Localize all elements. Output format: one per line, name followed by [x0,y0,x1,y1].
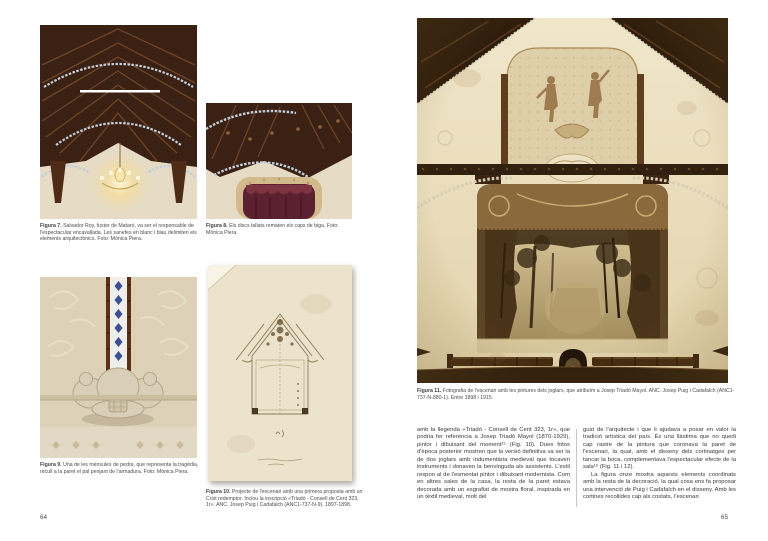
figure9-caption-text: Una de les mènsules de pedra, que representa la tragèdia, recull a la paret el pal penjant de l'armadura. Foto: Mònica Piera. [40,462,199,475]
figure7-caption-label: Figura 7. [40,223,62,229]
figure9-artwork [40,277,197,458]
body-paragraph-continuation-2: gust de l'arquitecte i que li ajudava a posar en valor la tradició artística del país. És una llàstima que no quedi cap rastre de la pintura que coronava la paret de l'escenari, la qual, amb el disseny dels cortinatges per tancar la boca, complementava l'espectacular efecte de la sala¹⁶ (Fig. 11 i 12). [583,427,736,471]
figure8-artwork [206,103,352,219]
body-text-column-2 [583,427,736,502]
figure10-caption [206,489,364,509]
figure11-caption [417,388,743,401]
figure7-photo-ceiling-truss [40,25,197,219]
figure9-caption [40,462,204,475]
figure11-caption-label: Figura 11. [417,388,442,394]
figure7-artwork [40,25,197,219]
figure10-artwork [206,264,354,484]
figure10-sketch-stage-project [206,264,354,484]
page-number-left: 64 [40,514,48,521]
figure8-caption [206,223,356,236]
body-paragraph-continuation: amb la llegenda «Triadó - Consell de Cent 323, 1r», que podria fer referència a Josep Triadó Mayol (1870-1929), pintor i dibuixant del moment¹⁵ (Fig. 10). Dues fotos d'època posterior mostren que la versió definitiva va ser la de dos joglars amb indumentària medieval que tocaven instruments i donaven la benvinguda als assistents. L'estil respon al de l'esmentat pintor i dibuixant modernista. Com en altres sales de la casa, la resta de la paret estava decorada amb un esgrafiat de mostra floral, inspirada en un tèxtil medieval, molt del [417,427,570,501]
figure10-caption-text: Projecte de l'escenari amb una primera proposta amb un Crist redemptor. Inclou la inscripció «Triadó - Consell de Cent 323, 1r». ANC. Josep Puig i Cadafalch (ANC1-737-N-9). 1897-1898. [206,489,363,509]
figure7-caption-text: Salvador Roy, fuster de Mataró, va ser el responsable de l'espectacular encavallada. Les sanefes en blanc i blau delimiten els elements arquitectònics. Foto: Mònica Piera. [40,223,197,243]
figure11-caption-text: Fotografia de l'escenari amb les pintures dels joglars, que atribuïm a Josep Triadó Mayol. ANC. Josep Puig i Cadafalch (ANC1-737-N-880-1). Entre 1898 i 1915. [417,388,735,401]
body-paragraph-new: La figura onze mostra aquests elements coordinats amb la resta de la decoració, la qual cosa ens fa proposar una intervenció de Puig i Cadafalch en el disseny. Amb les cortines recollides cap als costats, l'escenari [583,471,736,501]
figure8-caption-label: Figura 8. [206,223,228,229]
page-number-right: 65 [720,514,728,521]
body-text-column-1 [417,427,570,502]
figure10-caption-label: Figura 10. [206,489,231,495]
figure9-caption-label: Figura 9. [40,462,62,468]
figure11-photo-stage [417,18,728,383]
column-divider-rule [576,429,577,507]
figure8-photo-beam-discs [206,103,352,219]
figure9-photo-stone-corbel [40,277,197,458]
figure8-caption-text: Els discs tallats rematen els caps de biga. Foto: Mònica Piera. [206,223,339,236]
figure7-caption [40,223,204,243]
figure11-artwork [417,18,728,383]
